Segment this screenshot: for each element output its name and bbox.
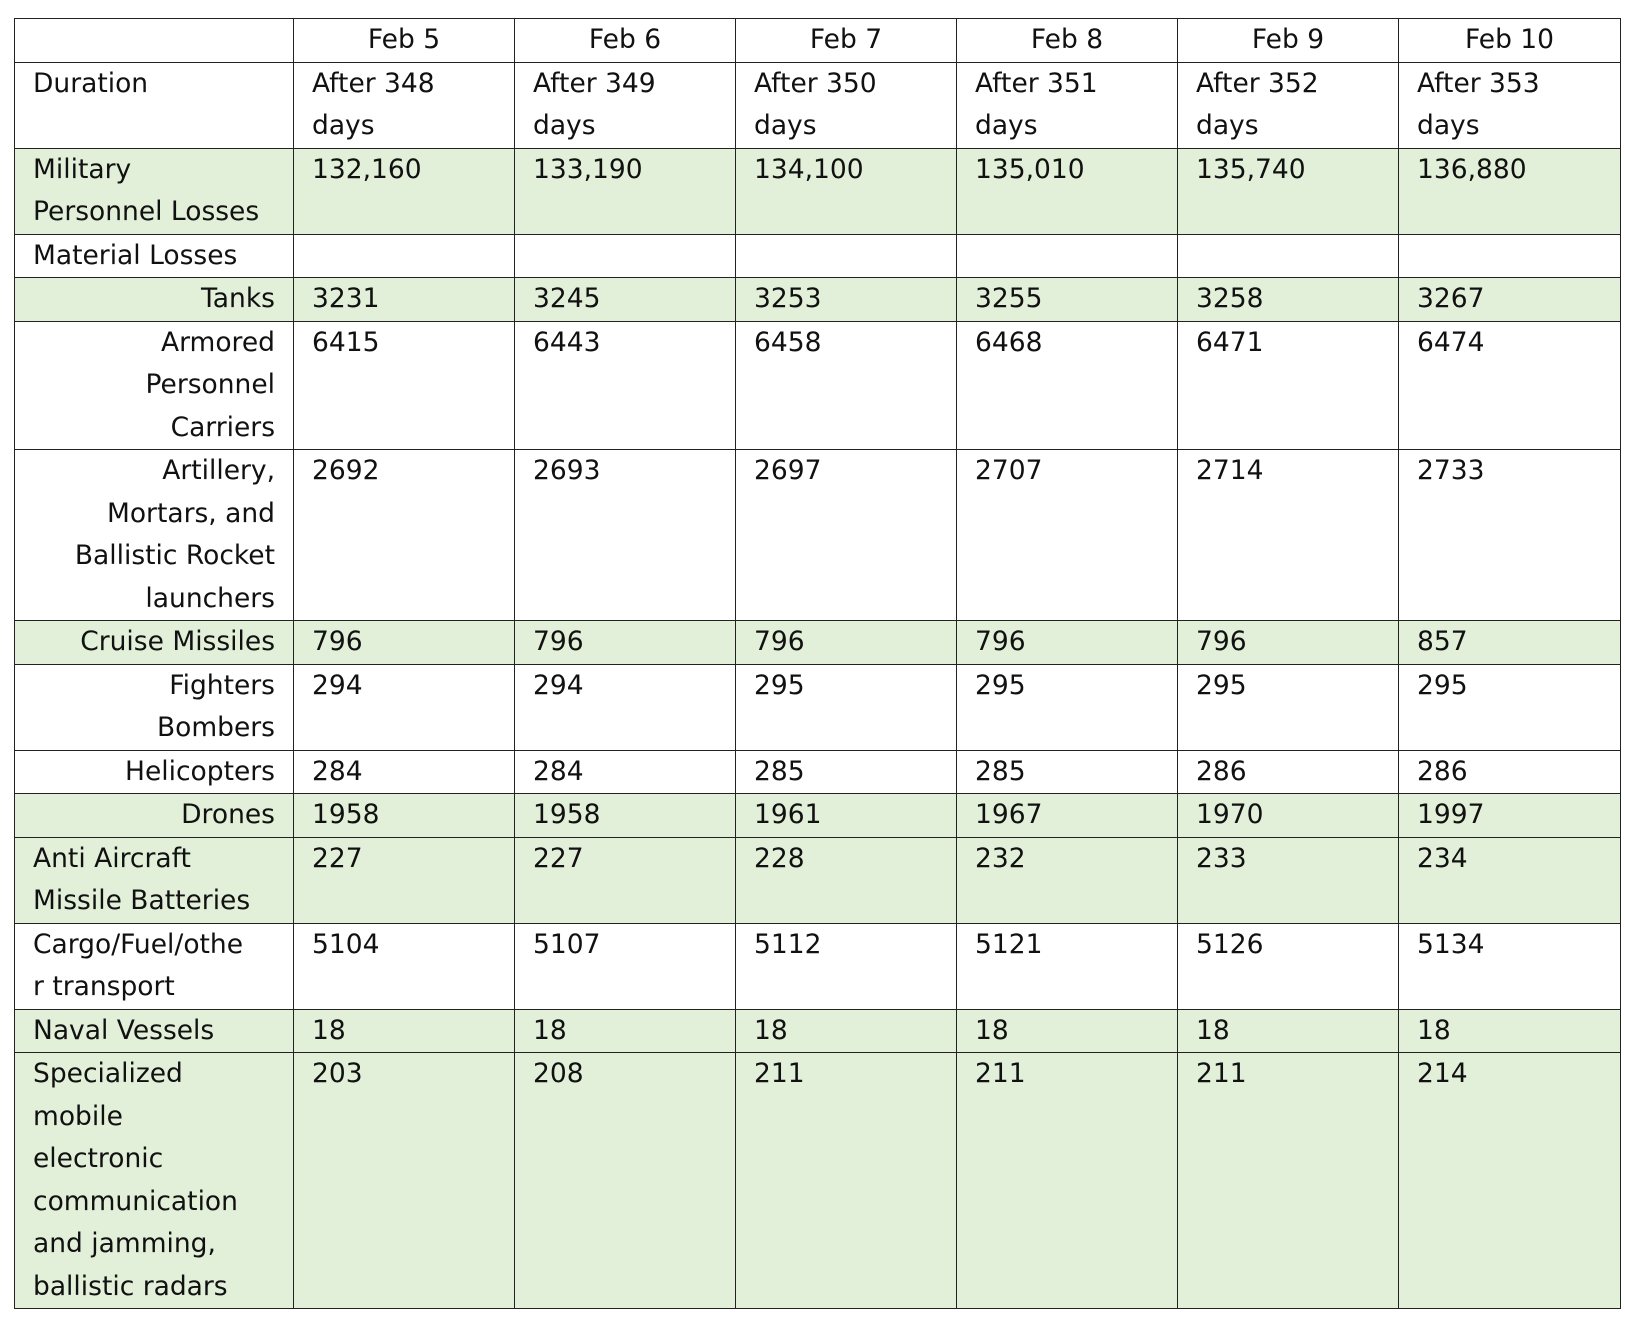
value-cell: 203	[294, 1053, 515, 1309]
duration-cell: After 348 days	[294, 62, 515, 148]
value-cell: 136,880	[1399, 148, 1621, 234]
table-row	[15, 837, 1621, 923]
empty-cell	[1399, 234, 1621, 278]
section-label: Material Losses	[15, 234, 294, 278]
row-label: Cruise Missiles	[15, 621, 294, 665]
duration-cell: After 352 days	[1178, 62, 1399, 148]
row-label: Military Personnel Losses	[15, 148, 294, 234]
empty-cell	[515, 234, 736, 278]
row-label: Duration	[15, 62, 294, 148]
value-cell: 285	[736, 750, 957, 794]
table-row	[15, 321, 1621, 450]
value-cell: 211	[957, 1053, 1178, 1309]
value-cell: 2693	[515, 450, 736, 621]
value-cell: 5104	[294, 923, 515, 1009]
value-cell: 135,010	[957, 148, 1178, 234]
row-label: Drones	[15, 794, 294, 838]
value-cell: 796	[957, 621, 1178, 665]
header-date: Feb 7	[736, 19, 957, 63]
empty-cell	[1178, 234, 1399, 278]
table-row	[15, 1009, 1621, 1053]
row-label: Artillery, Mortars, and Ballistic Rocket launchers	[15, 450, 294, 621]
value-cell: 233	[1178, 837, 1399, 923]
value-cell: 294	[515, 664, 736, 750]
value-cell: 3258	[1178, 278, 1399, 322]
losses-table	[14, 18, 1621, 1309]
header-date: Feb 9	[1178, 19, 1399, 63]
row-label: Helicopters	[15, 750, 294, 794]
value-cell: 295	[1178, 664, 1399, 750]
value-cell: 232	[957, 837, 1178, 923]
value-cell: 208	[515, 1053, 736, 1309]
value-cell: 286	[1399, 750, 1621, 794]
value-cell: 6443	[515, 321, 736, 450]
value-cell: 1970	[1178, 794, 1399, 838]
value-cell: 6468	[957, 321, 1178, 450]
header-date: Feb 6	[515, 19, 736, 63]
duration-row	[15, 62, 1621, 148]
duration-cell: After 349 days	[515, 62, 736, 148]
table-row	[15, 750, 1621, 794]
value-cell: 211	[736, 1053, 957, 1309]
value-cell: 796	[515, 621, 736, 665]
value-cell: 284	[515, 750, 736, 794]
value-cell: 234	[1399, 837, 1621, 923]
value-cell: 1958	[294, 794, 515, 838]
header-row	[15, 19, 1621, 63]
header-date: Feb 10	[1399, 19, 1621, 63]
row-label: Anti Aircraft Missile Batteries	[15, 837, 294, 923]
value-cell: 3267	[1399, 278, 1621, 322]
value-cell: 18	[736, 1009, 957, 1053]
value-cell: 1958	[515, 794, 736, 838]
row-label: Armored Personnel Carriers	[15, 321, 294, 450]
value-cell: 214	[1399, 1053, 1621, 1309]
value-cell: 6415	[294, 321, 515, 450]
value-cell: 2707	[957, 450, 1178, 621]
value-cell: 18	[1399, 1009, 1621, 1053]
value-cell: 135,740	[1178, 148, 1399, 234]
table-row	[15, 450, 1621, 621]
table-row	[15, 664, 1621, 750]
table-row	[15, 621, 1621, 665]
value-cell: 6474	[1399, 321, 1621, 450]
table-row	[15, 278, 1621, 322]
value-cell: 3245	[515, 278, 736, 322]
value-cell: 5112	[736, 923, 957, 1009]
header-corner-cell	[15, 19, 294, 63]
table-row	[15, 794, 1621, 838]
value-cell: 133,190	[515, 148, 736, 234]
value-cell: 6458	[736, 321, 957, 450]
value-cell: 5107	[515, 923, 736, 1009]
material-losses-row	[15, 234, 1621, 278]
value-cell: 3255	[957, 278, 1178, 322]
header-date: Feb 5	[294, 19, 515, 63]
value-cell: 227	[515, 837, 736, 923]
value-cell: 295	[736, 664, 957, 750]
row-label: Cargo/Fuel/othe r transport	[15, 923, 294, 1009]
value-cell: 2714	[1178, 450, 1399, 621]
value-cell: 1997	[1399, 794, 1621, 838]
value-cell: 18	[515, 1009, 736, 1053]
value-cell: 1961	[736, 794, 957, 838]
table-row	[15, 923, 1621, 1009]
value-cell: 285	[957, 750, 1178, 794]
row-label: Naval Vessels	[15, 1009, 294, 1053]
empty-cell	[957, 234, 1178, 278]
value-cell: 295	[1399, 664, 1621, 750]
value-cell: 5134	[1399, 923, 1621, 1009]
value-cell: 18	[957, 1009, 1178, 1053]
value-cell: 132,160	[294, 148, 515, 234]
value-cell: 18	[294, 1009, 515, 1053]
value-cell: 295	[957, 664, 1178, 750]
value-cell: 286	[1178, 750, 1399, 794]
duration-cell: After 350 days	[736, 62, 957, 148]
value-cell: 3231	[294, 278, 515, 322]
value-cell: 1967	[957, 794, 1178, 838]
duration-cell: After 351 days	[957, 62, 1178, 148]
duration-cell: After 353 days	[1399, 62, 1621, 148]
value-cell: 5126	[1178, 923, 1399, 1009]
value-cell: 2697	[736, 450, 957, 621]
value-cell: 796	[1178, 621, 1399, 665]
value-cell: 227	[294, 837, 515, 923]
value-cell: 6471	[1178, 321, 1399, 450]
value-cell: 796	[294, 621, 515, 665]
personnel-row	[15, 148, 1621, 234]
empty-cell	[294, 234, 515, 278]
value-cell: 857	[1399, 621, 1621, 665]
row-label: Specialized mobile electronic communication and jamming, ballistic radars	[15, 1053, 294, 1309]
row-label: Tanks	[15, 278, 294, 322]
value-cell: 294	[294, 664, 515, 750]
value-cell: 2733	[1399, 450, 1621, 621]
value-cell: 228	[736, 837, 957, 923]
value-cell: 2692	[294, 450, 515, 621]
value-cell: 3253	[736, 278, 957, 322]
empty-cell	[736, 234, 957, 278]
value-cell: 18	[1178, 1009, 1399, 1053]
value-cell: 5121	[957, 923, 1178, 1009]
value-cell: 211	[1178, 1053, 1399, 1309]
row-label: Fighters Bombers	[15, 664, 294, 750]
value-cell: 284	[294, 750, 515, 794]
header-date: Feb 8	[957, 19, 1178, 63]
value-cell: 796	[736, 621, 957, 665]
value-cell: 134,100	[736, 148, 957, 234]
table-row	[15, 1053, 1621, 1309]
